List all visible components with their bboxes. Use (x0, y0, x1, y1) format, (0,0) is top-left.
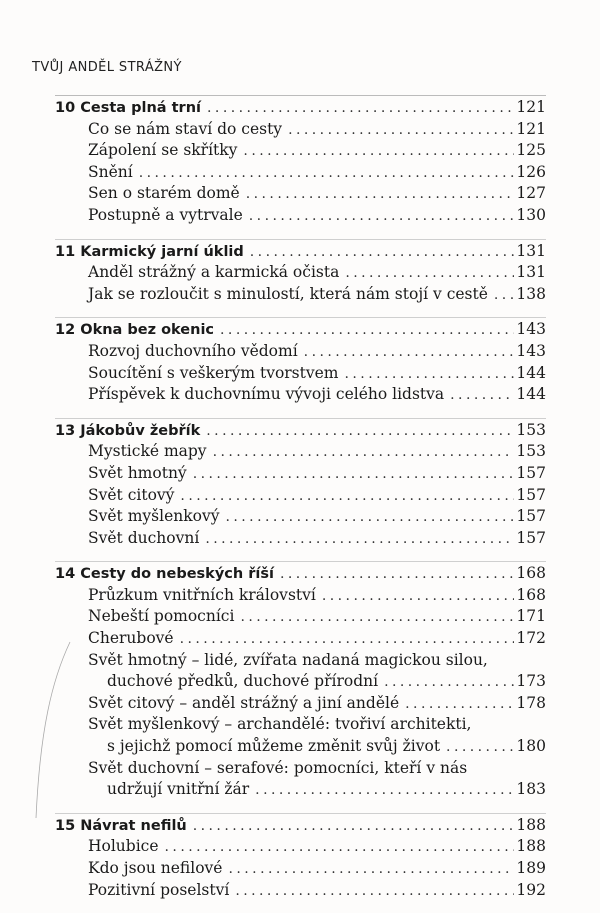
page-number: 192 (516, 880, 546, 899)
chapter-entry-title (55, 421, 200, 442)
subentry[interactable] (55, 606, 546, 628)
dot-leader (205, 529, 514, 550)
chapter-title: Návrat nefilů (80, 817, 187, 834)
chapter-entry-title (55, 98, 201, 119)
chapter-number: 11 (55, 243, 76, 260)
subentry[interactable] (55, 528, 546, 550)
dot-leader (213, 442, 515, 463)
subentry[interactable] (55, 205, 546, 227)
page-number: 188 (516, 815, 546, 834)
subentry-title: Co se nám staví do cesty (88, 119, 283, 138)
subentry[interactable] (55, 585, 546, 607)
subentry[interactable] (55, 162, 546, 184)
chapter-entry[interactable] (55, 241, 546, 263)
dot-leader (345, 364, 515, 385)
subentry-title: Svět hmotný – lidé, zvířata nadaná magickou silou, (88, 650, 488, 669)
dot-leader (384, 672, 514, 693)
subentry-title: Sen o starém domě (88, 184, 240, 203)
subentry[interactable] (55, 836, 546, 858)
page-number: 178 (516, 693, 546, 712)
running-head: TVŮJ ANDĚL STRÁŽNÝ (32, 60, 182, 75)
chapter-entry[interactable] (55, 319, 546, 341)
subentry[interactable] (55, 714, 546, 736)
chapter-number: 13 (55, 422, 76, 439)
page-number: 127 (516, 184, 546, 203)
subentry-title: Mystické mapy (88, 442, 207, 461)
dot-leader (243, 141, 514, 162)
dot-leader (450, 385, 514, 406)
subentry-title: Průzkum vnitřních království (88, 585, 316, 604)
chapter-entry[interactable] (55, 563, 546, 585)
dot-leader (180, 629, 515, 650)
page-number: 173 (516, 672, 546, 691)
subentry[interactable] (55, 758, 546, 780)
chapter-number: 14 (55, 566, 76, 583)
subentry-title: Zápolení se skřítky (88, 141, 238, 160)
subentry[interactable] (55, 284, 546, 306)
subentry-title: Postupně a vytrvale (88, 205, 243, 224)
chapter-number: 10 (55, 100, 76, 116)
subentry[interactable] (55, 506, 546, 528)
dot-leader (220, 320, 514, 341)
subentry[interactable] (55, 650, 546, 672)
subentry[interactable] (55, 262, 546, 284)
page-number: 130 (516, 205, 546, 224)
page-number: 144 (516, 363, 546, 382)
dot-leader (228, 859, 514, 880)
subentry[interactable] (55, 119, 546, 141)
subentry-title: Holubice (88, 837, 159, 856)
dot-leader (304, 342, 515, 363)
toc-section (55, 813, 546, 901)
subentry-title: Svět myšlenkový – archandělé: tvořiví architekti, (88, 715, 472, 734)
page-number: 153 (516, 442, 546, 461)
subentry-continuation-title: udržují vnitřní žár (107, 780, 250, 799)
dot-leader (225, 507, 514, 528)
dot-leader (180, 486, 514, 507)
dot-leader (280, 564, 514, 585)
toc-section (55, 317, 546, 405)
chapter-entry[interactable] (55, 815, 546, 837)
chapter-entry[interactable] (55, 420, 546, 442)
subentry-title: Anděl strážný a karmická očista (88, 263, 340, 282)
page-number: 131 (516, 263, 546, 282)
subentry[interactable] (55, 384, 546, 406)
subentry-continuation[interactable] (55, 671, 546, 693)
dot-leader (207, 98, 514, 119)
subentry-continuation-title: s jejichž pomocí můžeme změnit svůj život (107, 737, 441, 756)
chapter-entry[interactable] (55, 97, 546, 119)
page-number: 143 (516, 320, 546, 339)
subentry[interactable] (55, 485, 546, 507)
dot-leader (193, 464, 515, 485)
subentry-title: Svět citový (88, 485, 175, 504)
page-number: 131 (516, 241, 546, 260)
page-number: 125 (516, 141, 546, 160)
subentry-continuation[interactable] (55, 736, 546, 758)
chapter-title: Cesty do nebeských říší (80, 566, 274, 583)
dot-leader (193, 816, 515, 837)
dot-leader (139, 163, 515, 184)
toc-section (55, 418, 546, 550)
dot-leader (250, 242, 515, 263)
page-number: 168 (516, 564, 546, 583)
subentry[interactable] (55, 880, 546, 902)
subentry-title: Snění (88, 162, 133, 181)
dot-leader (446, 737, 514, 758)
page-number: 157 (516, 485, 546, 504)
subentry[interactable] (55, 463, 546, 485)
page-number: 157 (516, 463, 546, 482)
page-number: 171 (516, 607, 546, 626)
subentry[interactable] (55, 363, 546, 385)
dot-leader (288, 120, 514, 141)
subentry[interactable] (55, 140, 546, 162)
page-number: 189 (516, 859, 546, 877)
subentry-continuation[interactable] (55, 779, 546, 801)
subentry-title: Soucítění s veškerým tvorstvem (88, 363, 339, 382)
dot-leader (249, 206, 515, 227)
chapter-entry-title (55, 564, 274, 585)
subentry[interactable] (55, 858, 546, 880)
page-number: 153 (516, 420, 546, 439)
page-number: 188 (516, 837, 546, 856)
subentry-title: Jak se rozloučit s minulostí, která nám stojí v cestě (88, 284, 488, 303)
page-number: 126 (516, 162, 546, 181)
subentry[interactable] (55, 628, 546, 650)
subentry[interactable] (55, 441, 546, 463)
subentry-title: Svět duchovní – serafové: pomocníci, kteří v nás (88, 758, 468, 777)
chapter-entry-title (55, 242, 244, 263)
toc-section (55, 561, 546, 801)
subentry-title: Pozitivní poselství (88, 880, 230, 899)
dot-leader (405, 694, 514, 715)
page-number: 138 (516, 284, 546, 303)
table-of-contents (55, 95, 546, 913)
dot-leader (240, 607, 514, 628)
dot-leader (206, 421, 514, 442)
subentry-title: Svět duchovní (88, 528, 200, 547)
subentry-title: Rozvoj duchovního vědomí (88, 341, 298, 360)
dot-leader (235, 881, 514, 902)
chapter-entry-title (55, 320, 214, 341)
page-number: 144 (516, 385, 546, 404)
chapter-number: 12 (55, 322, 76, 339)
subentry[interactable] (55, 183, 546, 205)
dot-leader (255, 780, 514, 801)
dot-leader (165, 837, 515, 858)
chapter-title: Karmický jarní úklid (80, 243, 244, 260)
dot-leader (345, 263, 514, 284)
toc-section (55, 239, 546, 306)
subentry-title: Nebeští pomocníci (88, 607, 235, 626)
chapter-title: Cesta plná trní (80, 100, 202, 116)
page-number: 121 (516, 98, 546, 116)
page-number: 157 (516, 507, 546, 526)
subentry-title: Svět citový – anděl strážný a jiní andělé (88, 693, 400, 712)
dot-leader (322, 586, 515, 607)
chapter-title: Jákobův žebřík (80, 422, 201, 439)
page-number: 183 (516, 780, 546, 799)
page-number: 172 (516, 629, 546, 648)
page-number: 121 (516, 119, 546, 138)
page-number: 157 (516, 528, 546, 547)
page-number: 168 (516, 585, 546, 604)
subentry-title: Kdo jsou nefilové (88, 859, 223, 877)
subentry[interactable] (55, 341, 546, 363)
toc-section (55, 95, 546, 227)
subentry[interactable] (55, 693, 546, 715)
dot-leader (494, 285, 515, 306)
chapter-entry-title (55, 816, 187, 837)
page-number: 143 (516, 341, 546, 360)
subentry-continuation-title: duchové předků, duchové přírodní (107, 672, 379, 691)
subentry-title: Svět myšlenkový (88, 507, 220, 526)
page-number: 180 (516, 737, 546, 756)
dot-leader (246, 184, 515, 205)
chapter-number: 15 (55, 817, 76, 834)
subentry-title: Svět hmotný (88, 463, 187, 482)
chapter-title: Okna bez okenic (80, 322, 215, 339)
subentry-title: Cherubové (88, 629, 174, 648)
subentry-title: Příspěvek k duchovnímu vývoji celého lidstva (88, 385, 445, 404)
